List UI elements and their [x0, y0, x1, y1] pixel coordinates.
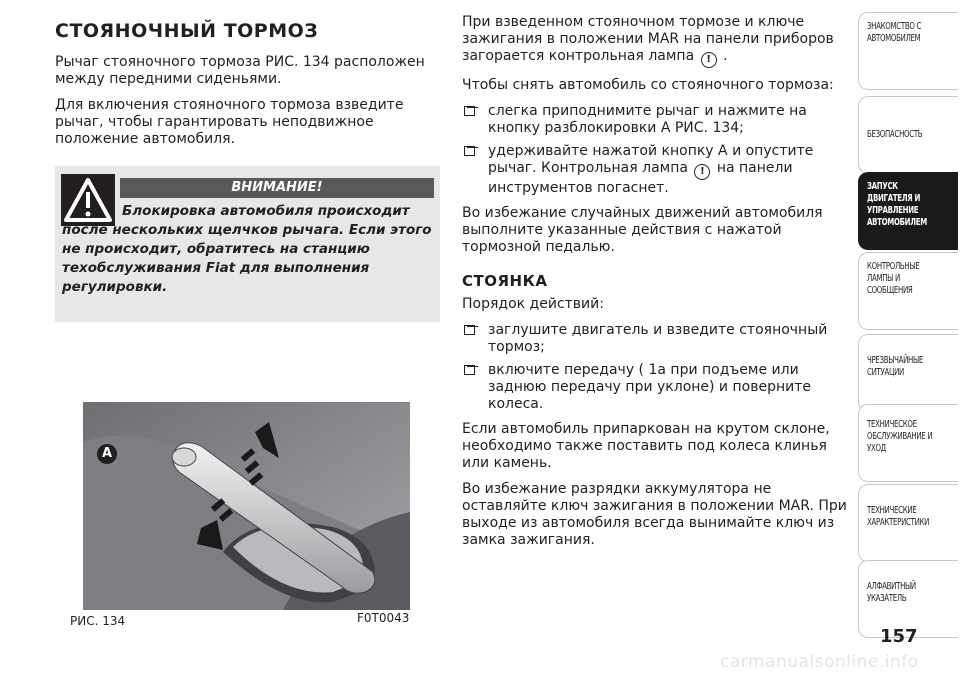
- checkbox-bullet-icon: [464, 325, 475, 335]
- tab-maintenance[interactable]: ТЕХНИЧЕСКОЕ ОБСЛУЖИВАНИЕ И УХОД: [858, 404, 958, 482]
- left-column: [55, 14, 440, 157]
- warning-text: Блокировка автомобиля происходит после нескольких щелчков рычага. Если этого не происходит, обратитесь на станцию техобслуживания Fiat для выполнения регулировки.: [62, 203, 432, 295]
- paragraph: Порядок действий:: [462, 296, 604, 312]
- tab-emergencies[interactable]: ЧРЕЗВЫЧАЙНЫЕ СИТУАЦИИ: [858, 334, 958, 412]
- paragraph: Во избежание разрядки аккумулятора не оставляйте ключ зажигания в положении MAR. При выходе из автомобиля всегда вынимайте ключ из замка зажигания.: [462, 481, 847, 548]
- paragraph: Для включения стояночного тормоза взведите рычаг, чтобы гарантировать неподвижное положение автомобиля.: [55, 97, 404, 147]
- checkbox-bullet-icon: [464, 106, 475, 116]
- callout-a: A: [97, 444, 117, 464]
- watermark: carmanualsonline.info: [720, 652, 919, 672]
- page-number: 157: [880, 626, 918, 647]
- tab-starting-driving[interactable]: ЗАПУСК ДВИГАТЕЛЯ И УПРАВЛЕНИЕ АВТОМОБИЛЕМ: [858, 172, 958, 250]
- tab-intro[interactable]: ЗНАКОМСТВО С АВТОМОБИЛЕМ: [858, 12, 958, 90]
- paragraph: Чтобы снять автомобиль со стояночного тормоза:: [462, 77, 834, 93]
- paragraph: При взведенном стояночном тормозе и ключе зажигания в положении MAR на панели приборов загорается контрольная лампа ! .: [462, 14, 852, 68]
- list-item: слегка приподнимите рычаг и нажмите на кнопку разблокировки A РИС. 134;: [462, 103, 852, 137]
- right-column: [462, 14, 852, 558]
- tab-warning-lights[interactable]: КОНТРОЛЬНЫЕ ЛАМПЫ И СООБЩЕНИЯ: [858, 252, 958, 330]
- warning-box: [55, 166, 440, 322]
- list-item: заглушите двигатель и взведите стояночный тормоз;: [462, 322, 852, 356]
- handbrake-lamp-icon: !: [694, 164, 710, 180]
- paragraph: Во избежание случайных движений автомобиля выполните указанные действия с нажатой тормозной педалью.: [462, 205, 823, 255]
- tab-specifications[interactable]: ТЕХНИЧЕСКИЕ ХАРАКТЕРИСТИКИ: [858, 484, 958, 562]
- tab-index[interactable]: АЛФАВИТНЫЙ УКАЗАТЕЛЬ: [858, 560, 958, 638]
- release-steps-list: [462, 103, 852, 197]
- section-title: СТОЯНКА: [462, 272, 548, 290]
- tab-safety[interactable]: БЕЗОПАСНОСТЬ: [858, 96, 958, 174]
- section-title: СТОЯНОЧНЫЙ ТОРМОЗ: [55, 20, 319, 42]
- list-item: включите передачу ( 1а при подъеме или заднюю передачу при уклоне) и поверните колеса.: [462, 362, 852, 413]
- handbrake-figure: [83, 402, 410, 610]
- checkbox-bullet-icon: [464, 365, 475, 375]
- handbrake-lamp-icon: !: [701, 52, 717, 68]
- checkbox-bullet-icon: [464, 146, 475, 156]
- paragraph: Если автомобиль припаркован на крутом склоне, необходимо также поставить под колеса клинья или камень.: [462, 421, 830, 471]
- parking-steps-list: [462, 322, 852, 413]
- figure-code: F0T0043: [357, 611, 410, 625]
- list-item: удерживайте нажатой кнопку A и опустите рычаг. Контрольная лампа ! на панели инструментов погаснет.: [462, 143, 852, 197]
- paragraph: Рычаг стояночного тормоза РИС. 134 расположен между передними сиденьями.: [55, 54, 425, 87]
- warning-header: ВНИМАНИЕ!: [120, 178, 434, 198]
- figure-label: РИС. 134: [70, 614, 126, 628]
